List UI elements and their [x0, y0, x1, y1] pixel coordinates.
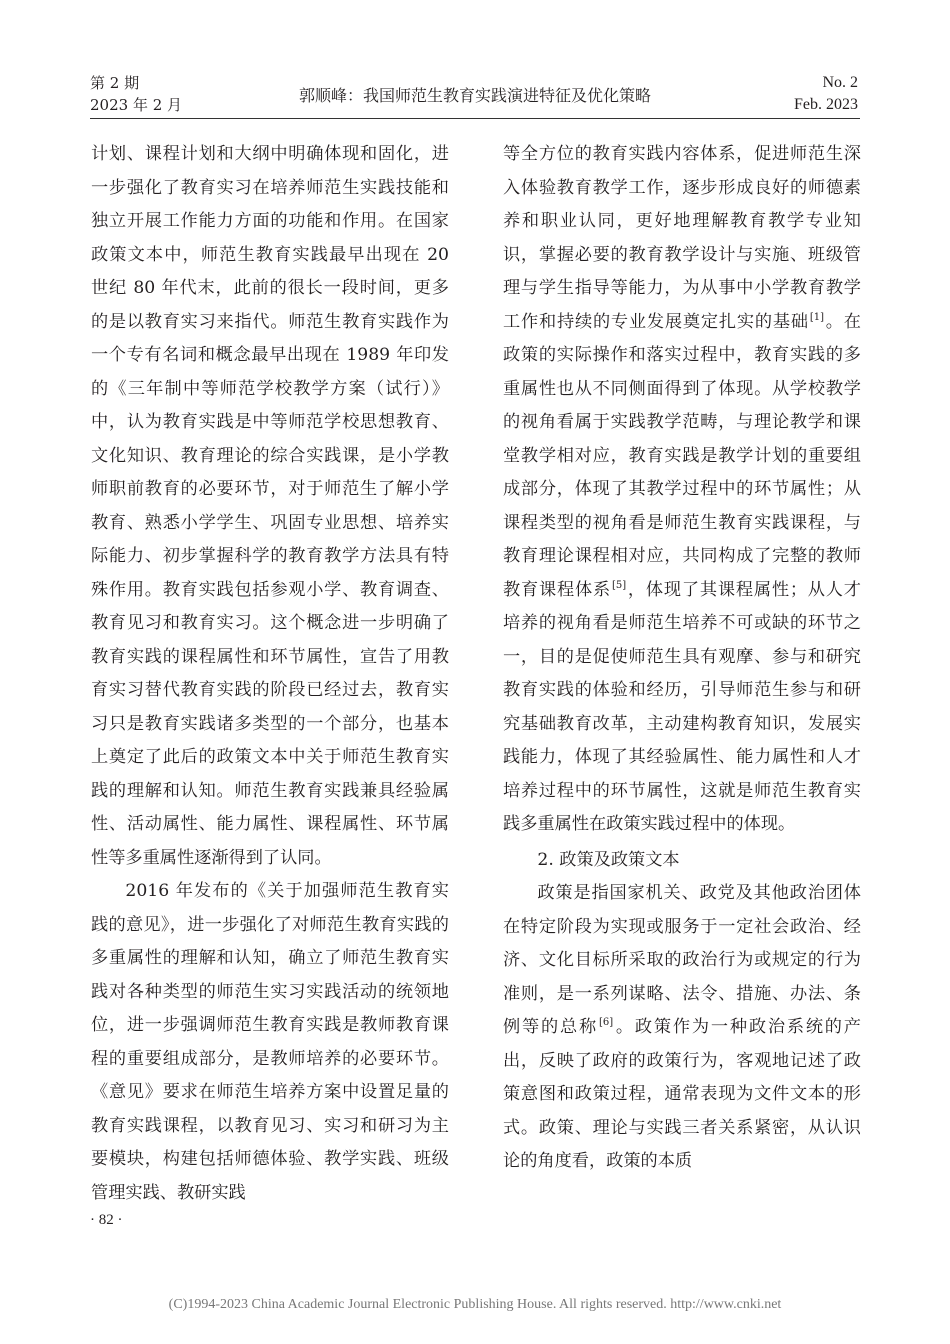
header-rule	[90, 118, 860, 119]
right-column	[503, 138, 861, 1179]
paragraph: 计划、课程计划和大纲中明确体现和固化，进一步强化了教育实习在培养师范生实践技能和独立开展工作能力方面的功能和作用。在国家政策文本中，师范生教育实践最早出现在 20 世纪 80 年代末，此前的很长一段时间，更多的是以教育实习来指代。师范生教育实践作为一个专有名词和概念最早出现在 1989 年印发的《三年制中等师范学校教学方案（试行）》中，认为教育实践是中等师范学校思想教育、文化知识、教育理论的综合实践课，是小学教师职前教育的必要环节，对于师范生了解小学教育、熟悉小学学生、巩固专业思想、培养实际能力、初步掌握科学的教育教学方法具有特殊作用。教育实践包括参观小学、教育调查、教育见习和教育实习。这个概念进一步明确了教育实践的课程属性和环节属性，宣告了用教育实习替代教育实践的阶段已经过去，教育实习只是教育实践诸多类型的一个部分，也基本上奠定了此后的政策文本中关于师范生教育实践的理解和认知。师范生教育实践兼具经验属性、活动属性、能力属性、课程属性、环节属性等多重属性逐渐得到了认同。	[91, 144, 449, 868]
citation-ref: [1]	[809, 311, 824, 323]
issue-date-en: Feb. 2023	[794, 96, 858, 113]
issue-number-cn: 第 2 期	[90, 74, 140, 92]
paragraph: 2016 年发布的《关于加强师范生教育实践的意见》，进一步强化了对师范生教育实践的多重属性的理解和认知，确立了师范生教育实践对各种类型的师范生实习实践活动的统领地位，进一步强调师范生教育实践是教师教育课程的重要组成部分，是教师培养的必要环节。《意见》要求在师范生培养方案中设置足量的教育实践课程，以教育见习、实习和研习为主要模块，构建包括师德体验、教学实践、班级管理实践、教研实践	[91, 881, 449, 1203]
page-number: · 82 ·	[90, 1212, 123, 1228]
text-run: 等全方位的教育实践内容体系，促进师范生深入体验教育教学工作，逐步形成良好的师德素养和职业认同，更好地理解教育教学专业知识，掌握必要的教育教学设计与实施、班级管理与学生指导等能力，为从事中小学教育教学工作和持续的专业发展奠定扎实的基础	[503, 144, 861, 332]
text-run: 。在政策的实际操作和落实过程中，教育实践的多重属性也从不同侧面得到了体现。从学校教学的视角看属于实践教学范畴，与理论教学和课堂教学相对应，教育实践是教学计划的重要组成部分，体现了其教学过程中的环节属性；从课程类型的视角看是师范生教育实践课程，与教育理论课程相对应，共同构成了完整的教师教育课程体系	[503, 311, 861, 600]
text-run: 。政策作为一种政治系统的产出，反映了政府的政策行为，客观地记述了政策意图和政策过程，通常表现为文件文本的形式。政策、理论与实践三者关系紧密，从认识论的角度看，政策的本质	[503, 1017, 861, 1171]
paragraph	[503, 877, 861, 1179]
text-run: ，体现了其课程属性；从人才培养的视角看是师范生培养不可或缺的环节之一，目的是促使师范生具有观摩、参与和研究教育实践的体验和经历，引导师范生参与和研究基础教育改革，主动建构教育知识，发展实践能力，体现了其经验属性、能力属性和人才培养过程中的环节属性，这就是师范生教育实践多重属性在政策实践过程中的体现。	[503, 579, 861, 834]
left-column	[91, 138, 449, 1210]
text-run: 政策是指国家机关、政党及其他政治团体在特定阶段为实现或服务于一定社会政治、经济、文化目标所采取的政治行为或规定的行为准则，是一系列谋略、法令、措施、办法、条例等的总称	[503, 883, 861, 1037]
running-title: 郭顺峰：我国师范生教育实践演进特征及优化策略	[298, 86, 651, 105]
issue-date-cn: 2023 年 2 月	[90, 96, 183, 114]
citation-ref: [5]	[611, 579, 627, 591]
paragraph	[503, 138, 861, 842]
section-heading: 2. 政策及政策文本	[537, 849, 680, 870]
issue-number-en: No. 2	[822, 74, 858, 91]
citation-ref: [6]	[598, 1017, 614, 1028]
copyright-footer: (C)1994-2023 China Academic Journal Electronic Publishing House. All rights reserved. http://www.cnki.net	[168, 1297, 782, 1312]
journal-issue-en	[794, 72, 858, 116]
